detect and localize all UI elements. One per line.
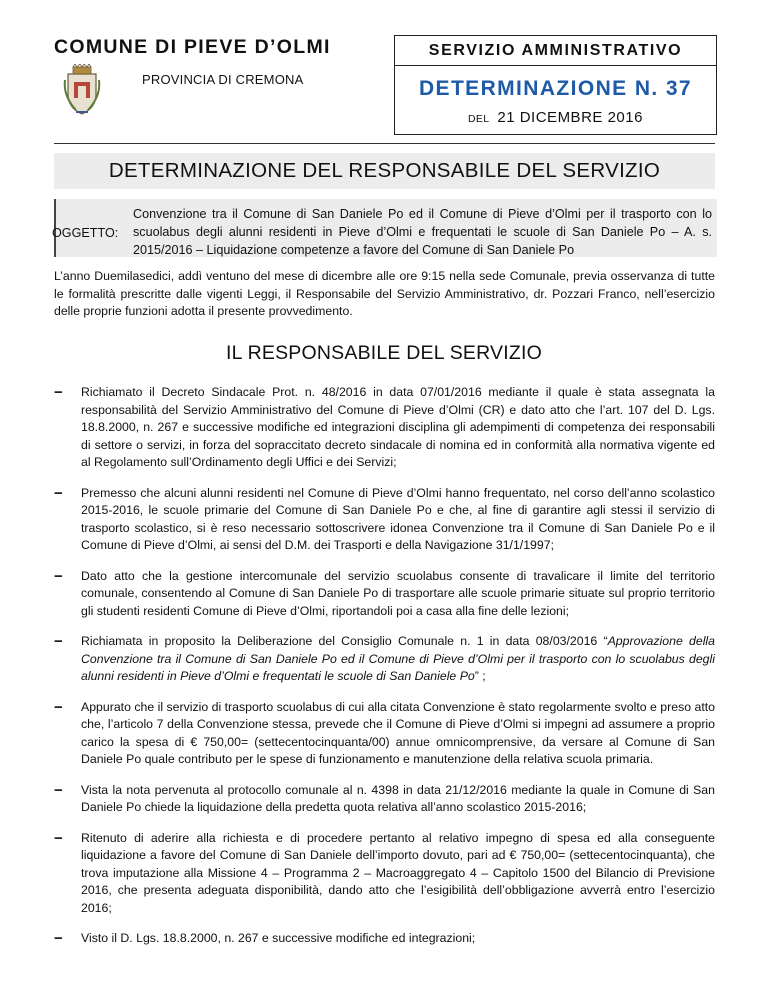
deliberation-title: Approvazione della Convenzione tra il Comune di San Daniele Po ed il Comune di Pieve d’Olmi per il trasporto con lo scuolabus degli alunni residenti in Pieve d’Olmi e frequentati le scuole di San Daniele Po (81, 634, 715, 683)
list-item-text-post: ” ; (474, 669, 486, 683)
dash-bullet: − (54, 829, 63, 847)
header-divider (54, 143, 715, 144)
oggetto-text: Convenzione tra il Comune di San Daniele Po ed il Comune di Pieve d’Olmi per il trasporto con lo scuolabus degli alunni residenti in Pieve d’Olmi e frequentati le scuole di San Daniele Po – A. s. 2015/2016 – Liquidazione competenze a favore del Comune di San Daniele Po (133, 207, 712, 257)
list-item (54, 830, 715, 918)
list-item-text: Dato atto che la gestione intercomunale del servizio scuolabus consente di travalicare il limite del territorio comunale, consentendo al Comune di San Daniele Po di trasportare alle scuole primarie situate sul proprio territorio gli studenti residenti Comune di Pieve d’Olmi, riportandoli poi a casa alla fine delle lezioni; (81, 568, 715, 618)
list-item (54, 930, 715, 948)
determination-number: DETERMINAZIONE N. 37 (418, 77, 693, 100)
intro-paragraph: L’anno Duemilasedici, addì ventuno del mese di dicembre alle ore 9:15 nella sede Comunale, previa osservanza di tutte le formalità prescritte dalle vigenti Leggi, il Responsabile del Servizio Amministrativo, dr. Pozzari Franco, nell’esercizio delle proprie funzioni adotta il presente provvedimento. (54, 269, 715, 318)
list-item (54, 633, 715, 686)
municipal-crest-logo (62, 64, 102, 116)
list-item-text: Vista la nota pervenuta al protocollo comunale al n. 4398 in data 21/12/2016 mediante la quale in Comune di San Daniele Po chiede la liquidazione della predetta quota relativa all’anno scolastico 2015-2016; (81, 782, 715, 814)
list-item-text: Premesso che alcuni alunni residenti nel Comune di Pieve d’Olmi hanno frequentato, nel corso dell’anno scolastico 2015-2016, le scuole primarie del Comune di San Daniele Po e che, al fine di garantire agli stessi il servizio di trasporto scolastico, si è reso necessario sottoscrivere idonea Convenzione tra il Comune di San Daniele Po e il Comune di Pieve d’Olmi, ai sensi del D.M. dei Trasporti e della Navigazione 31/1/1997; (81, 485, 715, 552)
list-item-text: Ritenuto di aderire alla richiesta e di procedere pertanto al relativo impegno di spesa ed alla conseguente liquidazione a favore del Comune di San Daniele dell’importo dovuto, pari ad € 750,00= (settecentocinquanta), che trova imputazione alla Missione 4 – Programma 2 – Macroaggregato 4 – Capitolo 1500 del Bilancio di Previsione 2016, che presenta adeguata disponibilità, dando atto che l’esigibilità dell’obbligazione avverrà entro l’esercizio 2016; (81, 830, 715, 915)
dash-bullet: − (54, 384, 63, 401)
list-item-text: Appurato che il servizio di trasporto scuolabus di cui alla citata Convenzione è stato regolarmente svolto e preso atto che, l’articolo 7 della Convenzione stessa, prevede che il Comune di Pieve d’Olmi si impegni ad assumere a proprio carico la spesa di € 750,00= (settecentocinquanta/00) annue omnicomprensive, da versare al Comune di San Daniele Po quale contributo per le spese di funzionamento e manutenzione della relativa scuola primaria. (81, 699, 715, 766)
list-item (54, 384, 715, 472)
dash-bullet: − (54, 567, 63, 585)
determination-date (395, 109, 716, 126)
list-item-text: Visto il D. Lgs. 18.8.2000, n. 267 e successive modifiche ed integrazioni; (81, 931, 476, 945)
del-label: DEL (468, 113, 490, 125)
comune-name: COMUNE DI PIEVE D’OLMI (54, 36, 331, 58)
dash-bullet: − (54, 781, 63, 799)
provincia-label: PROVINCIA DI CREMONA (142, 72, 304, 87)
list-item (54, 485, 715, 555)
document-title: DETERMINAZIONE DEL RESPONSABILE DEL SERVIZIO (54, 153, 715, 189)
date-value: 21 DICEMBRE 2016 (497, 109, 643, 126)
list-item-text-pre: Richiamata in proposito la Deliberazione del Consiglio Comunale n. 1 in data 08/03/2016 “ (81, 634, 608, 648)
dash-bullet: − (54, 633, 63, 650)
dash-bullet: − (54, 484, 63, 502)
list-item (54, 782, 715, 817)
determination-box (394, 35, 717, 135)
oggetto-label: OGGETTO: (52, 226, 119, 240)
list-item-text: Richiamato il Decreto Sindacale Prot. n. 48/2016 in data 07/01/2016 mediante il quale è stata assegnata la responsabilità del Servizio Amministrativo del Comune di Pieve d’Olmi (CR) e dato atto che l’art. 107 del D. Lgs. 18.8.2000, n. 267 e successive modifiche ed integrazioni disciplina gli adempimenti di competenza dei responsabili di settore o servizi, in forza del sopraccitato decreto sindacale di nomina ed in conformità alla normativa vigente ed al Regolamento sull’Ordinamento degli Uffici e dei Servizi; (81, 385, 715, 469)
list-item (54, 699, 715, 769)
dash-bullet: − (54, 930, 63, 947)
servizio-label: SERVIZIO AMMINISTRATIVO (395, 36, 716, 66)
section-heading: IL RESPONSABILE DEL SERVIZIO (226, 342, 542, 364)
premises-list (54, 384, 715, 961)
dash-bullet: − (54, 698, 63, 716)
list-item (54, 568, 715, 621)
